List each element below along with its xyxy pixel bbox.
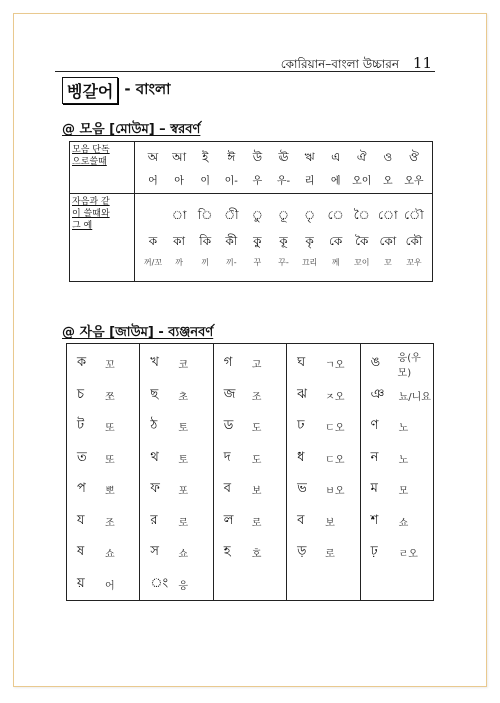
vowel-korean: 오: [383, 175, 393, 187]
vowel-example-korean: 꼬: [383, 258, 392, 267]
consonant-entry: [214, 380, 286, 412]
consonant-entry: [214, 506, 286, 538]
consonant-bangla: ন: [370, 449, 379, 465]
consonant-korean: 로: [325, 549, 335, 561]
consonant-column: [287, 344, 360, 601]
vowel-korean: 이-: [224, 175, 238, 187]
consonant-korean: 쪼: [105, 391, 115, 403]
title-row: [62, 77, 171, 104]
consonant-entry: [361, 537, 433, 569]
consonant-bangla: ধ: [297, 449, 305, 465]
consonant-bangla: খ: [150, 355, 159, 371]
consonant-bangla: ফ: [150, 481, 160, 497]
consonant-entry: [140, 569, 212, 601]
consonant-column: [140, 344, 213, 601]
consonant-entry: [287, 411, 359, 443]
consonant-bangla: চ: [77, 386, 85, 402]
vowel-letter: আ: [172, 149, 187, 164]
vowel-signs: [135, 207, 432, 227]
consonant-column: [360, 344, 433, 601]
vowel-example-korean: 끼-: [225, 258, 237, 267]
consonant-korean: 응(우모): [397, 352, 421, 379]
consonant-entry: [287, 380, 359, 412]
vowel-letter: ঐ: [356, 149, 367, 164]
consonant-entry: [140, 443, 212, 475]
vowel-example: কৈ: [355, 234, 369, 248]
consonant-korean: 응: [178, 580, 189, 592]
consonant-korean: ㄷ오: [325, 454, 345, 466]
consonant-entry: [287, 474, 359, 506]
vowel-label-with: 자음과 같 이 쓸때와 그 예: [70, 194, 135, 282]
consonant-korean: ㄹ오: [398, 549, 418, 561]
consonant-entry: [67, 411, 139, 443]
vowel-example-korean: 꺼/꼬: [143, 258, 163, 267]
consonant-bangla: ব: [297, 512, 305, 528]
vowel-korean: 아: [174, 175, 184, 187]
consonant-entry: [67, 506, 139, 538]
consonant-korean: 또: [105, 454, 115, 466]
vowel-sign: ি: [197, 208, 213, 222]
vowel-example: কূ: [279, 234, 288, 248]
consonant-bangla: ব: [223, 481, 232, 497]
vowel-example-korean: 꼬이: [354, 258, 370, 267]
vowel-sign: ৃ: [303, 208, 316, 222]
consonant-entry: [214, 443, 286, 475]
vowel-table: [69, 141, 433, 282]
consonant-entry: [361, 474, 433, 506]
vowel-korean: 우-: [276, 175, 291, 187]
consonant-entry: [67, 443, 139, 475]
vowel-korean: 어: [148, 175, 158, 187]
consonant-row: [67, 344, 434, 601]
consonant-entry: [214, 411, 286, 443]
consonant-korean: ㅂ오: [325, 486, 345, 498]
vowel-letter: ও: [383, 149, 393, 164]
consonant-bangla: ঠ: [150, 418, 158, 434]
consonant-entry: [140, 411, 212, 443]
vowel-korean: 에: [330, 175, 341, 187]
consonant-korean: 코: [178, 360, 189, 372]
consonant-korean: 로: [251, 517, 262, 529]
vowel-korean: 오우: [404, 175, 424, 187]
consonant-entry: [214, 474, 286, 506]
consonant-entry: [67, 474, 139, 506]
vowel-example-korean: 꼬우: [406, 258, 422, 267]
consonant-entry: [287, 537, 359, 569]
consonant-entry: [67, 569, 139, 601]
consonant-korean: 노: [398, 423, 409, 435]
vowel-sign: ী: [223, 208, 239, 222]
consonant-korean: 보: [325, 517, 335, 529]
vowel-example-korean: 까: [175, 258, 183, 267]
consonant-korean: 뽀: [105, 486, 115, 498]
consonant-column: [67, 344, 140, 601]
consonant-korean: 호: [251, 549, 262, 561]
consonant-bangla: ঞ: [370, 386, 385, 402]
vowel-example-korean: 끼: [201, 258, 210, 267]
consonant-entry: [361, 348, 433, 380]
consonant-korean: 초: [178, 391, 189, 403]
vowel-row-standalone: [70, 142, 433, 194]
consonant-korean: 포: [178, 486, 189, 498]
vowel-letter: এ: [331, 149, 341, 164]
consonant-korean: ㄷ오: [325, 423, 345, 435]
consonant-entry: [214, 537, 286, 569]
vowel-letter: ই: [202, 149, 209, 164]
consonant-bangla: ঢ: [297, 418, 305, 434]
vowel-letter: ঔ: [409, 149, 419, 164]
consonant-bangla: ক: [77, 355, 87, 371]
consonant-bangla: য়: [77, 575, 85, 591]
vowel-example: কী: [225, 234, 238, 248]
vowel-example: ক: [148, 234, 158, 248]
vowel-example: কা: [173, 234, 186, 248]
consonant-bangla: র: [150, 512, 158, 528]
consonant-entry: [214, 348, 286, 380]
vowel-sign: ে: [327, 208, 344, 222]
title-subtitle: - বাংলা: [124, 80, 171, 98]
consonant-bangla: ণ: [370, 418, 379, 434]
consonant-korean: 노: [398, 454, 409, 466]
consonant-entry: [287, 506, 359, 538]
running-header: [281, 54, 432, 76]
consonant-bangla: ড়: [297, 544, 307, 560]
vowel-cell-standalone: [135, 142, 433, 194]
consonant-bangla: শ: [370, 512, 379, 528]
consonant-korean: 어: [105, 580, 115, 592]
vowel-letters: [135, 149, 432, 169]
consonant-bangla: প: [77, 481, 86, 497]
consonant-column: [213, 344, 286, 601]
title-boxed: 벵갈어: [62, 77, 118, 104]
header-rule: [55, 71, 435, 72]
vowel-letter: ঈ: [227, 149, 236, 164]
vowel-sign: [141, 207, 165, 227]
consonant-bangla: য: [77, 512, 85, 528]
vowel-sign: ো: [378, 208, 398, 222]
vowel-sign: ূ: [277, 208, 290, 222]
consonant-bangla: ত: [77, 449, 87, 465]
consonant-korean: ㄱ오: [325, 360, 345, 372]
consonant-entry: [140, 537, 212, 569]
vowel-korean: 우: [252, 175, 263, 187]
vowel-example-korean: 께: [331, 258, 340, 267]
consonant-korean: 또: [105, 423, 115, 435]
consonant-bangla: থ: [150, 449, 159, 465]
consonant-korean: 모: [398, 486, 409, 498]
vowel-sign: ৌ: [404, 208, 424, 222]
consonant-bangla: ভ: [297, 481, 307, 497]
consonant-korean: 뇨/니요: [398, 391, 431, 403]
consonant-bangla: ট: [77, 418, 85, 434]
consonant-korean: 조: [105, 517, 115, 529]
vowel-korean: 오이: [352, 175, 372, 187]
consonant-bangla: জ: [223, 386, 236, 402]
consonant-korean: 쇼: [398, 517, 409, 529]
consonant-entry: [67, 537, 139, 569]
vowel-example-korean: 끄리: [301, 258, 318, 267]
consonant-entry: [361, 443, 433, 475]
consonant-korean: 로: [178, 517, 189, 529]
consonant-entry: [140, 348, 212, 380]
consonant-korean: 보: [251, 486, 262, 498]
consonant-entry: [361, 506, 433, 538]
consonant-bangla: ছ: [150, 386, 159, 402]
consonant-bangla: ষ: [77, 544, 85, 560]
consonant-entry: [361, 411, 433, 443]
vowel-korean: 이: [200, 175, 211, 187]
vowel-examples: [135, 233, 432, 253]
consonant-korean: 쇼: [105, 549, 115, 561]
consonant-bangla: ং: [150, 575, 169, 591]
consonant-entry: [140, 474, 212, 506]
vowel-example: কি: [199, 234, 212, 248]
consonant-entry: [361, 380, 433, 412]
consonant-korean: 조: [251, 391, 262, 403]
consonant-bangla: ঢ়: [370, 544, 378, 560]
page-number: 11: [412, 54, 432, 72]
consonant-korean: 꼬: [105, 360, 115, 372]
consonant-table: [66, 343, 434, 601]
consonant-korean: ㅈ오: [325, 391, 345, 403]
vowel-row-with-consonant: [70, 194, 433, 282]
consonant-bangla: ল: [223, 512, 234, 528]
consonant-bangla: ঘ: [297, 355, 306, 371]
consonant-korean: 토: [178, 454, 189, 466]
consonant-bangla: ঝ: [297, 386, 308, 402]
vowel-example: কু: [253, 234, 262, 248]
vowel-examples-korean: [135, 257, 432, 268]
vowel-example: কে: [329, 234, 343, 248]
vowel-korean: 리: [304, 175, 315, 187]
consonant-bangla: ম: [370, 481, 378, 497]
vowel-example: কৃ: [305, 234, 314, 248]
vowels-heading: @ 모음 [মোউম] – স্বরবর্ণ: [62, 122, 201, 137]
vowel-sign: ৈ: [353, 208, 370, 222]
vowel-letter: অ: [147, 149, 159, 164]
consonant-korean: 토: [178, 423, 189, 435]
consonant-entry: [287, 348, 359, 380]
consonant-bangla: গ: [223, 355, 233, 371]
header-title: কোরিয়ান–বাংলা উচ্চারন: [280, 57, 400, 71]
vowel-example: কো: [379, 234, 397, 248]
vowel-example-korean: 꾸-: [278, 258, 289, 267]
vowel-cell-with: [135, 194, 433, 282]
vowel-sign: া: [171, 208, 187, 222]
consonant-entry: [67, 348, 139, 380]
vowel-letter: উ: [252, 149, 263, 164]
vowel-letter: ঋ: [304, 149, 315, 164]
consonant-bangla: দ: [223, 449, 231, 465]
consonant-korean: 쇼: [178, 549, 189, 561]
vowel-example-korean: 꾸: [253, 258, 262, 267]
consonant-entry: [67, 380, 139, 412]
consonant-entry: [140, 506, 212, 538]
consonant-bangla: স: [150, 544, 159, 560]
vowel-sign: ু: [251, 208, 263, 222]
consonant-bangla: হ: [223, 544, 231, 560]
consonants-heading: @ 자음 [জাউম] - ব্যঞ্জনবর্ণ: [62, 325, 214, 340]
vowel-letter: ঊ: [278, 149, 289, 164]
consonant-entry: [287, 443, 359, 475]
consonant-entry: [140, 380, 212, 412]
vowel-example: কৌ: [405, 234, 423, 248]
consonant-bangla: ঙ: [370, 355, 381, 371]
consonant-korean: 도: [251, 423, 262, 435]
vowel-label-standalone: 모음 단독 으로쓸때: [70, 142, 135, 194]
consonant-bangla: ড: [223, 418, 234, 434]
vowel-letters-korean: [135, 172, 432, 187]
consonant-korean: 고: [251, 360, 262, 372]
consonant-korean: 도: [251, 454, 262, 466]
